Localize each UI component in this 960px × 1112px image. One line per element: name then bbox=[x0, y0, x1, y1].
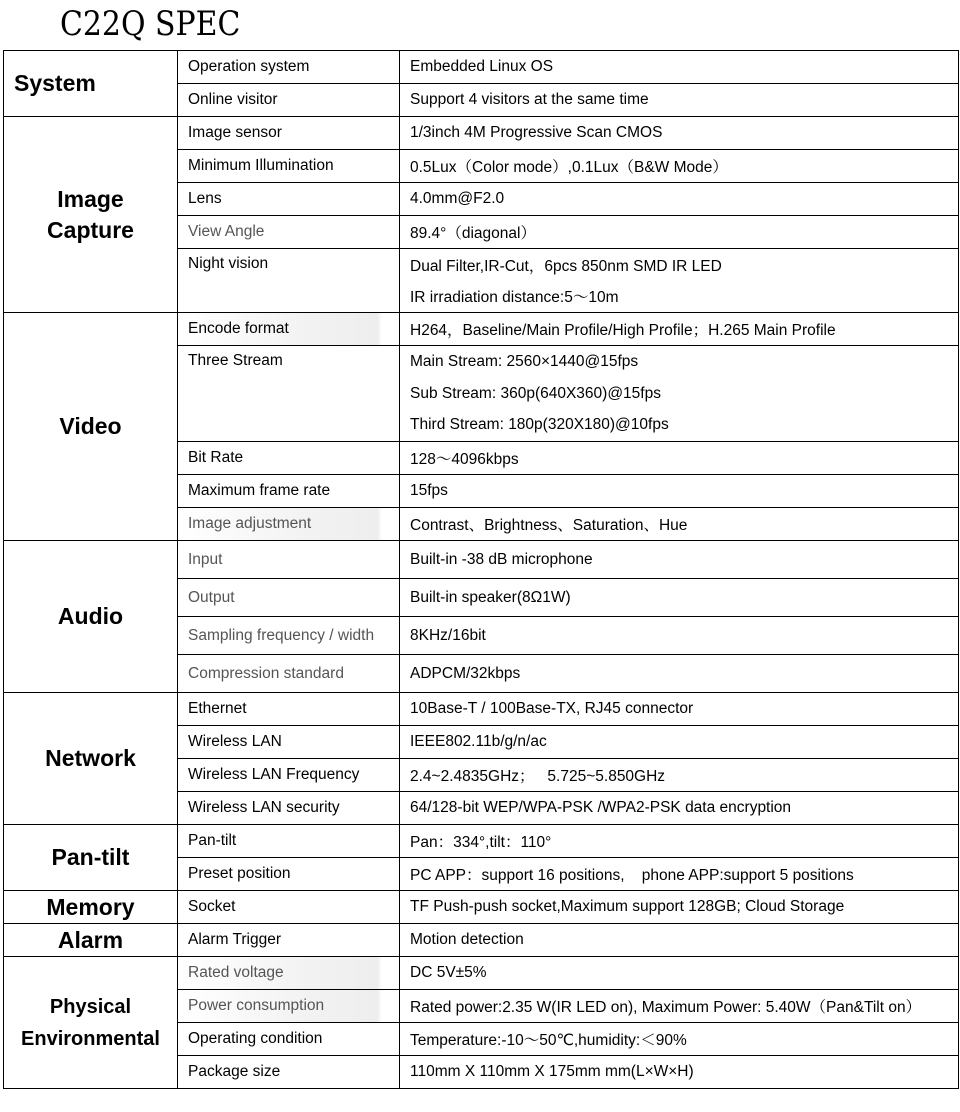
table-row bbox=[4, 313, 959, 346]
spec-value: PC APP：support 16 positions, phone APP:support 5 positions bbox=[400, 858, 959, 891]
spec-label: Three Stream bbox=[178, 346, 400, 442]
spec-label: Rated voltage bbox=[178, 957, 400, 990]
spec-label: Encode format bbox=[178, 313, 400, 346]
spec-label: Operation system bbox=[178, 51, 400, 84]
spec-label: Preset position bbox=[178, 858, 400, 891]
category-memory: Memory bbox=[4, 891, 178, 924]
spec-label: Image adjustment bbox=[178, 508, 400, 541]
spec-value: Support 4 visitors at the same time bbox=[400, 84, 959, 117]
spec-label: Night vision bbox=[178, 249, 400, 313]
spec-value: 1/3inch 4M Progressive Scan CMOS bbox=[400, 117, 959, 150]
spec-label: Alarm Trigger bbox=[178, 924, 400, 957]
spec-value: Temperature:-10～50℃,humidity:＜90% bbox=[400, 1023, 959, 1056]
category-network: Network bbox=[4, 693, 178, 825]
spec-table bbox=[3, 50, 959, 1089]
spec-label: Image sensor bbox=[178, 117, 400, 150]
spec-value: 15fps bbox=[400, 475, 959, 508]
table-row bbox=[4, 51, 959, 84]
spec-label: Bit Rate bbox=[178, 442, 400, 475]
table-row bbox=[4, 924, 959, 957]
spec-label: View Angle bbox=[178, 216, 400, 249]
spec-value: 110mm X 110mm X 175mm mm(L×W×H) bbox=[400, 1056, 959, 1089]
spec-value: 10Base-T / 100Base-TX, RJ45 connector bbox=[400, 693, 959, 726]
spec-value: Built-in -38 dB microphone bbox=[400, 541, 959, 579]
spec-label: Power consumption bbox=[178, 990, 400, 1023]
spec-value: 8KHz/16bit bbox=[400, 617, 959, 655]
spec-value: 4.0mm@F2.0 bbox=[400, 183, 959, 216]
spec-value: 128～4096kbps bbox=[400, 442, 959, 475]
spec-label: Output bbox=[178, 579, 400, 617]
category-video: Video bbox=[4, 313, 178, 541]
spec-value: IEEE802.11b/g/n/ac bbox=[400, 726, 959, 759]
spec-value: Built-in speaker(8Ω1W) bbox=[400, 579, 959, 617]
spec-label: Maximum frame rate bbox=[178, 475, 400, 508]
table-row bbox=[4, 117, 959, 150]
table-row bbox=[4, 825, 959, 858]
table-row bbox=[4, 957, 959, 990]
spec-label: Online visitor bbox=[178, 84, 400, 117]
spec-label: Package size bbox=[178, 1056, 400, 1089]
category-alarm: Alarm bbox=[4, 924, 178, 957]
spec-value: H264，Baseline/Main Profile/High Profile；H.265 Main Profile bbox=[400, 313, 959, 346]
category-line: Image bbox=[57, 185, 124, 212]
spec-value: 89.4°（diagonal） bbox=[400, 216, 959, 249]
spec-value: Pan：334°,tilt：110° bbox=[400, 825, 959, 858]
spec-label: Lens bbox=[178, 183, 400, 216]
spec-label: Compression standard bbox=[178, 655, 400, 693]
spec-value: Sub Stream: 360p(640X360)@15fps bbox=[400, 378, 959, 410]
category-line: Physical bbox=[49, 995, 132, 1018]
category-pan-tilt: Pan-tilt bbox=[4, 825, 178, 891]
category-system: System bbox=[4, 51, 178, 117]
category-image-capture bbox=[4, 117, 178, 313]
spec-value: Embedded Linux OS bbox=[400, 51, 959, 84]
spec-label: Wireless LAN bbox=[178, 726, 400, 759]
category-line: Environmental bbox=[21, 1027, 160, 1050]
spec-value: DC 5V±5% bbox=[400, 957, 959, 990]
spec-label: Wireless LAN security bbox=[178, 792, 400, 825]
spec-value: Main Stream: 2560×1440@15fps bbox=[400, 346, 959, 378]
spec-label: Sampling frequency / width bbox=[178, 617, 400, 655]
spec-value: IR irradiation distance:5～10m bbox=[400, 281, 959, 313]
spec-value: TF Push-push socket,Maximum support 128GB; Cloud Storage bbox=[400, 891, 959, 924]
spec-label: Minimum Illumination bbox=[178, 150, 400, 183]
spec-value: Dual Filter,IR-Cut，6pcs 850nm SMD IR LED bbox=[400, 249, 959, 281]
spec-value: 64/128-bit WEP/WPA-PSK /WPA2-PSK data encryption bbox=[400, 792, 959, 825]
spec-value: 2.4~2.4835GHz； 5.725~5.850GHz bbox=[400, 759, 959, 792]
spec-value: Rated power:2.35 W(IR LED on), Maximum Power: 5.40W（Pan&Tilt on） bbox=[400, 990, 959, 1023]
table-row bbox=[4, 891, 959, 924]
table-row bbox=[4, 541, 959, 579]
spec-value: 0.5Lux（Color mode）,0.1Lux（B&W Mode） bbox=[400, 150, 959, 183]
spec-value: ADPCM/32kbps bbox=[400, 655, 959, 693]
table-row bbox=[4, 693, 959, 726]
spec-label: Socket bbox=[178, 891, 400, 924]
spec-label: Input bbox=[178, 541, 400, 579]
spec-label: Operating condition bbox=[178, 1023, 400, 1056]
spec-value: Contrast、Brightness、Saturation、Hue bbox=[400, 508, 959, 541]
page-title: C22Q SPEC bbox=[60, 4, 241, 44]
category-audio: Audio bbox=[4, 541, 178, 693]
spec-label: Wireless LAN Frequency bbox=[178, 759, 400, 792]
spec-label: Ethernet bbox=[178, 693, 400, 726]
spec-label: Pan-tilt bbox=[178, 825, 400, 858]
category-physical-environmental bbox=[4, 957, 178, 1089]
spec-value: Motion detection bbox=[400, 924, 959, 957]
spec-value: Third Stream: 180p(320X180)@10fps bbox=[400, 410, 959, 442]
category-line: Capture bbox=[47, 216, 134, 243]
